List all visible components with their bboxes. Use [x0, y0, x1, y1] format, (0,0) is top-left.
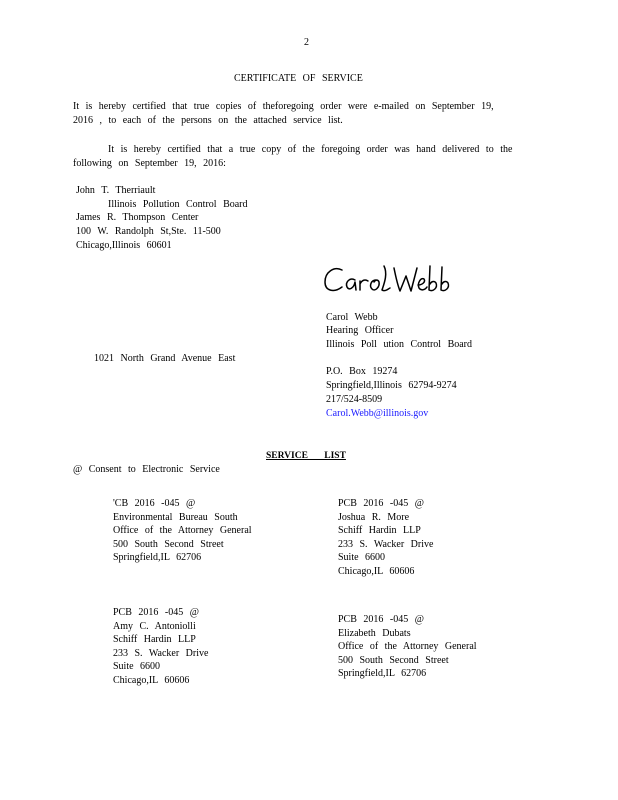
page-number: 2: [304, 37, 309, 48]
entry-line: PCB 2016 -045 @: [338, 614, 424, 625]
entry-line: Environmental Bureau South: [113, 511, 238, 523]
recipient-building: James R. Thompson Center: [76, 212, 199, 223]
entry-line: Amy C. Antoniolli: [113, 620, 196, 632]
entry-line: 233 S. Wacker Drive: [338, 538, 434, 550]
signer-email-link[interactable]: Carol.Webb@illinois.gov: [326, 408, 429, 419]
entry-line: Suite 6600: [113, 661, 161, 672]
entry-line: Office of the Attorney General: [113, 525, 252, 536]
signer-title: Hearing Officer: [326, 325, 394, 336]
entry-line: Elizabeth Dubats: [338, 627, 411, 639]
signer-name: Carol Webb: [326, 312, 378, 323]
service-list-entry: [113, 497, 252, 565]
entry-line: 233 S. Wacker Drive: [113, 647, 209, 659]
signer-phone: 217/524-8509: [326, 394, 383, 405]
recipient-name: John T. Therriault: [76, 185, 156, 196]
signature: [322, 264, 452, 298]
entry-line: 500 South Second Street: [338, 654, 449, 666]
signer-org: Illinois Poll ution Control Board: [326, 339, 473, 350]
entry-line: Schiff Hardin LLP: [113, 634, 196, 645]
paragraph-line: It is hereby certified that true copies of theforegoing order were e-mailed on September 19,: [73, 101, 494, 112]
entry-line: Chicago,IL 60606: [338, 565, 415, 577]
signer-street: 1021 North Grand Avenue East: [94, 353, 236, 364]
entry-line: Joshua R. More: [338, 511, 410, 523]
entry-line: PCB 2016 -045 @: [113, 607, 199, 618]
entry-line: 'CB 2016 -045 @: [113, 498, 196, 509]
entry-line: Chicago,IL 60606: [113, 674, 190, 686]
recipient-street: 100 W. Randolph St,Ste. 11-500: [76, 226, 221, 237]
service-list-entry: [338, 613, 477, 681]
service-list-entry: [113, 606, 208, 687]
recipient-org: Illinois Pollution Control Board: [108, 199, 248, 210]
paragraph-line: 2016 , to each of the persons on the attached service list.: [73, 115, 343, 126]
entry-line: Suite 6600: [338, 552, 386, 563]
entry-line: Schiff Hardin LLP: [338, 525, 421, 536]
entry-line: Office of the Attorney General: [338, 641, 477, 652]
paragraph-line: It is hereby certified that a true copy of the foregoing order was hand delivered to the: [108, 144, 513, 155]
consent-note: @ Consent to Electronic Service: [73, 464, 220, 475]
service-list-title: SERVICE LIST: [266, 451, 346, 461]
recipient-city: Chicago,Illinois 60601: [76, 240, 172, 251]
certificate-title: CERTIFICATE OF SERVICE: [234, 73, 363, 84]
entry-line: 500 South Second Street: [113, 538, 224, 550]
paragraph-line: following on September 19, 2016:: [73, 158, 226, 169]
entry-line: Springfield,IL 62706: [113, 552, 202, 563]
entry-line: Springfield,IL 62706: [338, 668, 427, 679]
signer-po-box: P.O. Box 19274: [326, 366, 398, 377]
entry-line: PCB 2016 -045 @: [338, 498, 424, 509]
signer-city: Springfield,Illinois 62794-9274: [326, 380, 457, 391]
service-list-entry: [338, 497, 433, 578]
